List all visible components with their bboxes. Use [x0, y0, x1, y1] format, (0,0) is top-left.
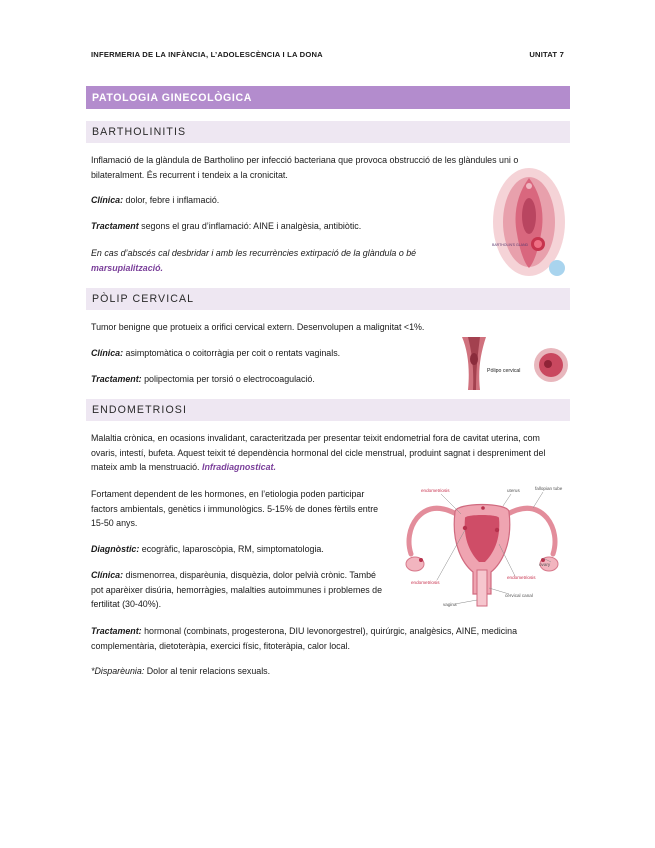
bartholinitis-description: Inflamació de la glàndula de Bartholino per infecció bacteriana que provoca obstrucció de les glàndules uni o bilateralment. És recurrent i tendeix a la cronicitat.: [91, 155, 519, 180]
endometriosi-tractament: [91, 624, 561, 653]
endometriosi-description: [91, 431, 561, 475]
clinica-label: Clínica:: [91, 348, 124, 358]
polyp-image-label: Pólipo cervical: [487, 368, 521, 374]
endometriosi-clinica: [91, 568, 383, 612]
bartholin-image-label: BARTHOLIN'S GLAND: [492, 243, 529, 247]
tractament-text: polipectomia per torsió o electrocoagulació.: [141, 374, 315, 384]
diagnostic-label: Diagnòstic:: [91, 544, 140, 554]
desc-text: Malaltia crònica, en ocasions invalidant, caracteritzada per presentar teixit endometrial fora de cavitat uterina, com ovaris, intestí, bufeta. Aquest teixit té dependència hormonal del cicle menstrual, produint sagnat i despreniment del mateix amb la menstruació.: [91, 433, 546, 472]
bartholinitis-tractament: [91, 219, 361, 234]
clinica-text: dolor, febre i inflamació.: [123, 195, 220, 205]
footnote-text: Dolor al tenir relacions sexuals.: [144, 666, 271, 676]
label-vagina: vagina: [443, 602, 457, 607]
endometriosi-hormones: Fortament dependent de les hormones, en l’etiologia poden participar factors ambientals, genètics i immunològics. 5-15% de dones fèrtils entre 15-50 anys.: [91, 489, 379, 528]
footnote-label: *Disparèunia:: [91, 666, 145, 676]
abscess-highlight: marsupialització.: [91, 262, 164, 273]
endometriosis-uterus-diagram: [393, 484, 570, 610]
label-fallopian-tube: fallopian tube: [535, 486, 563, 491]
bartholinitis-clinica: [91, 193, 219, 208]
label-cervical-canal: cervical canal: [505, 593, 533, 598]
section-bartholinitis-heading: BARTHOLINITIS: [86, 121, 570, 143]
tractament-text: hormonal (combinats, progesterona, DIU levonorgestrel), quirúrgic, analgèsics, AINE, medicina complementària, dietoteràpia, exercici físic, fitoteràpia, calor local.: [91, 626, 518, 651]
polip-clinica: [91, 346, 340, 361]
abscess-text: En cas d’abscés cal desbridar i amb les recurrències extirpació de la glàndula o bé: [91, 248, 417, 258]
label-endometriosis-top: endometriosis: [421, 488, 450, 493]
polip-tractament: [91, 372, 315, 387]
desc-highlight: Infradiagnosticat.: [201, 462, 276, 472]
tractament-label: Tractament:: [91, 374, 142, 384]
section-endometriosi-heading: ENDOMETRIOSI: [86, 399, 570, 421]
clinica-text: dismenorrea, disparèunia, disquèzia, dolor pelvià crònic. També pot aparèixer disúria, hemorràgies, malalties autoimmunes i problemes de fertilitat (30-40%).: [91, 570, 383, 609]
label-endometriosis-right: endometriosis: [507, 575, 536, 580]
diagnostic-text: ecogràfic, laparoscòpia, RM, simptomatologia.: [139, 544, 324, 554]
header-unit: UNITAT 7: [529, 50, 564, 59]
chapter-banner: PATOLOGIA GINECOLÒGICA: [86, 86, 570, 109]
polip-description: Tumor benigne que protueix a orifici cervical extern. Desenvolupen a malignitat <1%.: [91, 322, 425, 332]
bartholin-gland-illustration: [487, 164, 570, 279]
label-uterus: uterus: [507, 488, 520, 493]
section-polip-heading: PÒLIP CERVICAL: [86, 288, 570, 310]
clinica-label: Clínica:: [91, 195, 124, 205]
clinica-label: Clínica:: [91, 570, 124, 580]
label-endometriosis-left: endometriosis: [411, 580, 440, 585]
endometriosi-diagnostic: [91, 542, 324, 557]
label-ovary: ovary: [539, 562, 551, 567]
tractament-label: Tractament:: [91, 626, 142, 636]
cervical-polyp-illustration: [458, 335, 570, 392]
bartholinitis-abscess: [91, 246, 461, 275]
tractament-label: Tractament: [91, 221, 139, 231]
clinica-text: asimptomàtica o coitorràgia per coit o rentats vaginals.: [123, 348, 341, 358]
tractament-text: segons el grau d’inflamació: AINE i analgèsia, antibiòtic.: [138, 221, 362, 231]
endometriosi-footnote: [91, 664, 270, 679]
page-header: [91, 50, 564, 59]
header-course: INFERMERIA DE LA INFÀNCIA, L’ADOLESCÈNCIA I LA DONA: [91, 50, 323, 59]
